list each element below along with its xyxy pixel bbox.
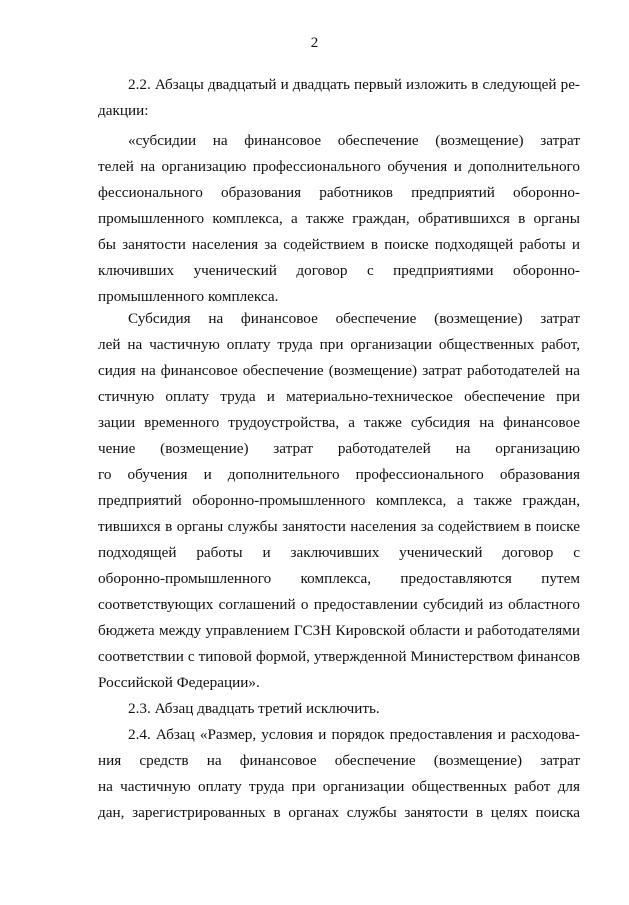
text-line: дакции: bbox=[98, 102, 149, 119]
text-line: телей на организацию профессионального обучения и дополнительного bbox=[98, 158, 580, 175]
text-line: бы занятости населения за содействием в поиске подходящей работы и bbox=[98, 236, 580, 253]
text-line: зации временного трудоустройства, а также субсидия на финансовое bbox=[98, 414, 580, 431]
text-line: 2.2. Абзацы двадцатый и двадцать первый изложить в следующей ре- bbox=[128, 76, 580, 93]
text-line: 2.3. Абзац двадцать третий исключить. bbox=[128, 700, 380, 717]
text-line: бюджета между управлением ГСЗН Кировской области и работодателями bbox=[98, 622, 580, 639]
paragraph-2-4 bbox=[98, 722, 580, 826]
text-line: подходящей работы и заключивших ученический договор с bbox=[98, 544, 580, 561]
paragraph-quote-subsidies bbox=[98, 128, 580, 310]
text-line: ключивших ученический договор с предприятиями оборонно- bbox=[98, 262, 580, 279]
text-line: промышленного комплекса, а также граждан, обратившихся в органы bbox=[98, 210, 580, 227]
text-line: чение (возмещение) затрат работодателей на организацию bbox=[98, 440, 580, 457]
text-line: соответствующих соглашений о предоставлении субсидий из областного bbox=[98, 596, 580, 613]
text-line: предприятий оборонно-промышленного комплекса, а также граждан, bbox=[98, 492, 580, 509]
text-line: Субсидия на финансовое обеспечение (возмещение) затрат bbox=[128, 310, 580, 327]
text-line: сидия на финансовое обеспечение (возмещение) затрат работодателей на bbox=[98, 362, 580, 379]
paragraph-2-2 bbox=[98, 72, 580, 124]
text-line: дан, зарегистрированных в органах службы занятости в целях поиска bbox=[98, 804, 580, 821]
text-line: «субсидии на финансовое обеспечение (возмещение) затрат bbox=[128, 132, 580, 149]
text-line: соответствии с типовой формой, утвержденной Министерством финансов bbox=[98, 648, 580, 665]
paragraph-subsidy-details bbox=[98, 306, 580, 696]
text-line: 2.4. Абзац «Размер, условия и порядок предоставления и расходова- bbox=[128, 726, 580, 743]
text-line: фессионального образования работников предприятий оборонно- bbox=[98, 184, 580, 201]
text-line: оборонно-промышленного комплекса, предоставляются путем bbox=[98, 570, 580, 587]
text-line: тившихся в органы службы занятости населения за содействием в поиске bbox=[98, 518, 580, 535]
text-line: го обучения и дополнительного профессионального образования bbox=[98, 466, 580, 483]
text-line: ния средств на финансовое обеспечение (возмещение) затрат bbox=[98, 752, 580, 769]
text-line: на частичную оплату труда при организации общественных работ для bbox=[98, 778, 580, 795]
text-line: Российской Федерации». bbox=[98, 674, 260, 691]
text-line: промышленного комплекса. bbox=[98, 288, 279, 305]
paragraph-2-3 bbox=[98, 696, 580, 722]
text-line: лей на частичную оплату труда при организации общественных работ, bbox=[98, 336, 580, 353]
page-number: 2 bbox=[310, 35, 319, 51]
text-line: стичную оплату труда и материально-техническое обеспечение при bbox=[98, 388, 580, 405]
